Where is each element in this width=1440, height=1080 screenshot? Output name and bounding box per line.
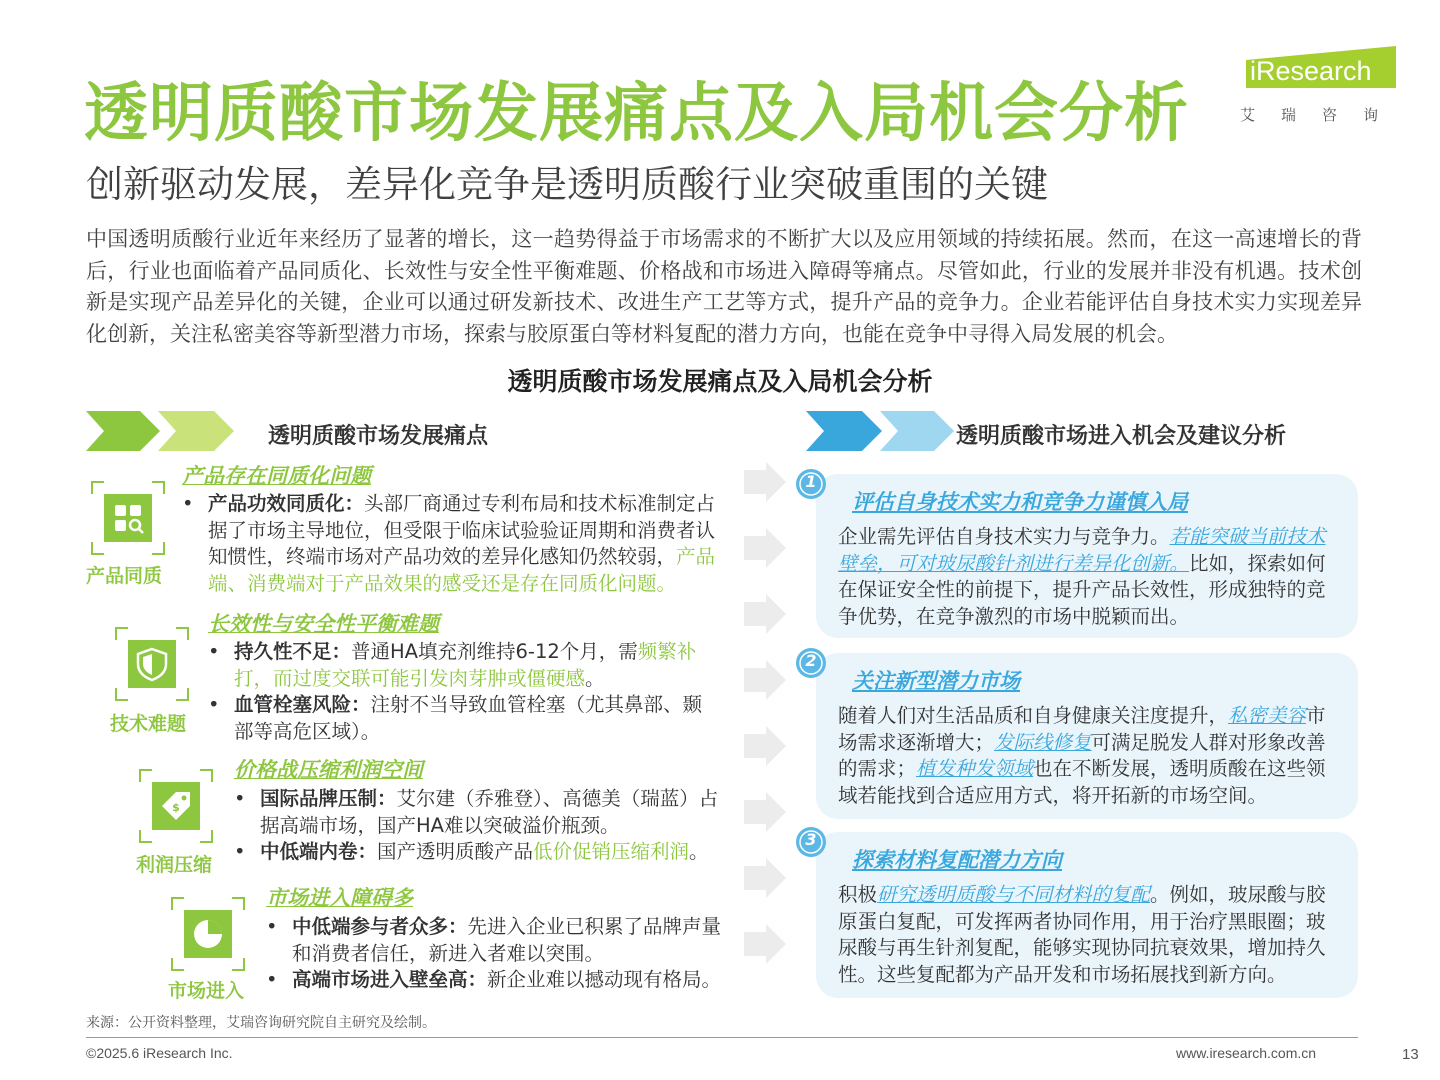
pain-point-bullets (182, 491, 722, 597)
body-text: 比如，探索如何在保证安全性的前提下，提升产品长效性，形成独特的竞争优势，在竞争激烈的市场中脱颖而出。 (838, 551, 1326, 628)
body-text: 。例如，玻尿酸与胶原蛋白复配，可发挥两者协同作用，用于治疗黑眼圈；玻尿酸与再生针剂复配，能够实现协同抗衰效果，增加持久性。这些复配都为产品开发和市场拓展找到新方向。 (838, 883, 1326, 986)
svg-text:$: $ (172, 801, 180, 814)
opportunity-title: 评估自身技术实力和竞争力谨慎入局 (852, 490, 1188, 514)
gray-arrow-icon (744, 528, 786, 568)
icon-label-tech: 技术难题 (110, 713, 187, 735)
bullet-item (208, 639, 718, 692)
pain-point-4 (166, 880, 746, 1010)
green-chevrons-icon (86, 411, 236, 451)
body-highlight: 私密美容 (1228, 704, 1307, 727)
bullet-highlight: 低价促销压缩利润 (533, 840, 690, 863)
grid-search-icon (90, 480, 166, 556)
logo-cn-text: 艾瑞咨询 (1240, 106, 1405, 124)
bullet-text: 艾尔建（乔雅登）、高德美（瑞蓝）占据高端市场，国产HA难以突破溢价瓶颈。 (260, 787, 719, 837)
bullet-text: 注射不当导致血管栓塞（尤其鼻部、颞部等高危区域）。 (234, 693, 703, 743)
intro-paragraph: 中国透明质酸行业近年来经历了显著的增长，这一趋势得益于市场需求的不断扩大以及应用领域的持续拓展。然而，在这一高速增长的背后，行业也面临着产品同质化、长效性与安全性平衡难题、价格战和市场进入障碍等痛点。尽管如此，行业的发展并非没有机遇。技术创新是实现产品差异化的关键，企业可以通过研发新技术、改进生产工艺等方式，提升产品的竞争力。企业若能评估自身技术实力实现差异化创新，关注私密美容等新型潜力市场，探索与胶原蛋白等材料复配的潜力方向，也能在竞争中寻得入局发展的机会。 (86, 227, 1362, 346)
body-text: 积极 (838, 883, 878, 906)
bullet-item (208, 692, 718, 745)
bullet-tail: 。 (585, 666, 605, 690)
opportunity-card-1 (816, 474, 1358, 638)
icon-label-market: 市场进入 (168, 980, 245, 1002)
bullet-item (234, 786, 724, 839)
website-link[interactable]: www.iresearch.com.cn (1176, 1045, 1317, 1061)
bullet-bold: 产品功效同质化： (208, 492, 365, 515)
footer-divider (86, 1037, 1358, 1038)
bullet-highlight: 频繁补打，而过度交联可能引发肉芽肿或僵硬感 (234, 640, 697, 690)
bullet-bold: 血管栓塞风险： (234, 693, 371, 716)
bullet-item (266, 914, 726, 967)
bullet-dot: • (208, 693, 220, 716)
bullet-dot: • (234, 840, 246, 863)
logo-text: iResearch (1250, 56, 1372, 86)
bullet-bold: 中低端内卷： (260, 840, 378, 863)
shield-icon (114, 626, 190, 702)
bullet-bold: 中低端参与者众多： (292, 915, 468, 938)
connector-arrows (742, 462, 788, 982)
blue-chevrons-icon (806, 411, 956, 451)
pie-chart-icon (170, 896, 246, 972)
bullet-item (182, 491, 722, 597)
pain-point-2 (108, 606, 748, 746)
opportunity-body (838, 882, 1342, 988)
pain-point-title: 长效性与安全性平衡难题 (208, 612, 439, 636)
body-highlight: 若能突破当前技术壁垒，可对玻尿酸针剂进行差异化创新。 (838, 525, 1326, 575)
bullet-text: 国产透明质酸产品 (377, 840, 534, 863)
body-text: 随着人们对生活品质和自身健康关注度提升， (838, 704, 1229, 727)
pain-point-title: 产品存在同质化问题 (182, 464, 371, 488)
number-badge-label: 2 (805, 651, 817, 670)
source-note: 来源：公开资料整理，艾瑞咨询研究院自主研究及绘制。 (86, 1015, 436, 1031)
bullet-text: 头部厂商通过专利布局和技术标准制定占据了市场主导地位，但受限于临床试验验证周期和消费者认知惯性，终端市场对产品功效的差异化感知仍然较弱， (208, 492, 716, 568)
bullet-bold: 持久性不足： (234, 640, 352, 663)
bullet-dot: • (208, 640, 220, 663)
opportunity-card-2 (816, 653, 1358, 819)
price-tag-icon (138, 768, 214, 844)
pain-point-bullets (266, 914, 726, 994)
gray-arrow-icon (744, 462, 786, 502)
pain-point-bullets (208, 639, 718, 745)
number-badge-label: 1 (805, 472, 817, 491)
opportunity-card-3 (816, 832, 1358, 998)
gray-arrow-icon (744, 792, 786, 832)
copyright: ©2025.6 iResearch Inc. (86, 1045, 233, 1061)
opportunity-title: 关注新型潜力市场 (852, 669, 1020, 693)
body-text: 可满足脱发人群对形象改善的需求； (838, 730, 1326, 780)
bullet-dot: • (234, 787, 246, 810)
gray-arrow-icon (744, 726, 786, 766)
body-highlight: 发际线修复 (994, 730, 1092, 754)
page-subtitle: 创新驱动发展，差异化竞争是透明质酸行业突破重围的关键 (86, 163, 1048, 206)
page-title: 透明质酸市场发展痛点及入局机会分析 (84, 77, 1189, 151)
gray-arrow-icon (744, 924, 786, 964)
bullet-bold: 国际品牌压制： (260, 787, 397, 810)
pain-point-title: 价格战压缩利润空间 (234, 758, 423, 782)
bullet-dot: • (182, 492, 194, 515)
gray-arrow-icon (744, 858, 786, 898)
opportunity-body (838, 524, 1342, 630)
body-highlight: 植发种发领域 (916, 757, 1034, 780)
bullet-highlight: 产品端、消费端对于产品效果的感受还是存在同质化问题。 (208, 545, 716, 595)
body-highlight: 研究透明质酸与不同材料的复配 (877, 883, 1151, 906)
body-text: 也在不断发展，透明质酸在这些领域若能找到合适应用方式，将开拓新的市场空间。 (838, 757, 1326, 807)
diagram-title: 透明质酸市场发展痛点及入局机会分析 (507, 367, 933, 396)
opportunity-body (838, 703, 1342, 809)
opportunity-title: 探索材料复配潜力方向 (852, 848, 1062, 872)
right-section-header: 透明质酸市场进入机会及建议分析 (956, 424, 1287, 449)
bullet-tail: 。 (689, 840, 709, 863)
pain-point-bullets (234, 786, 724, 866)
body-text: 企业需先评估自身技术实力与竞争力。 (838, 525, 1170, 548)
gray-arrow-icon (744, 594, 786, 634)
bullet-dot: • (266, 915, 278, 938)
bullet-text: 先进入企业已积累了品牌声量和消费者信任，新进入者难以突围。 (292, 915, 722, 965)
pain-point-3 (134, 752, 754, 882)
pain-point-1 (84, 458, 744, 598)
page-number: 13 (1402, 1046, 1419, 1063)
number-badge-label: 3 (805, 830, 817, 849)
icon-label-product: 产品同质 (86, 565, 163, 587)
left-section-header: 透明质酸市场发展痛点 (268, 424, 489, 449)
iresearch-logo (1236, 46, 1405, 126)
bullet-item (234, 839, 724, 866)
bullet-bold: 高端市场进入壁垒高： (292, 968, 488, 991)
bullet-text: 新企业难以撼动现有格局。 (487, 968, 722, 991)
bullet-text: 普通HA填充剂维持6-12个月，需 (351, 640, 638, 663)
bullet-dot: • (266, 968, 278, 991)
icon-label-profit: 利润压缩 (136, 854, 213, 876)
gray-arrow-icon (744, 660, 786, 700)
bullet-item (266, 967, 726, 994)
pain-point-title: 市场进入障碍多 (266, 886, 413, 910)
body-text: 市场需求逐渐增大； (838, 704, 1326, 754)
